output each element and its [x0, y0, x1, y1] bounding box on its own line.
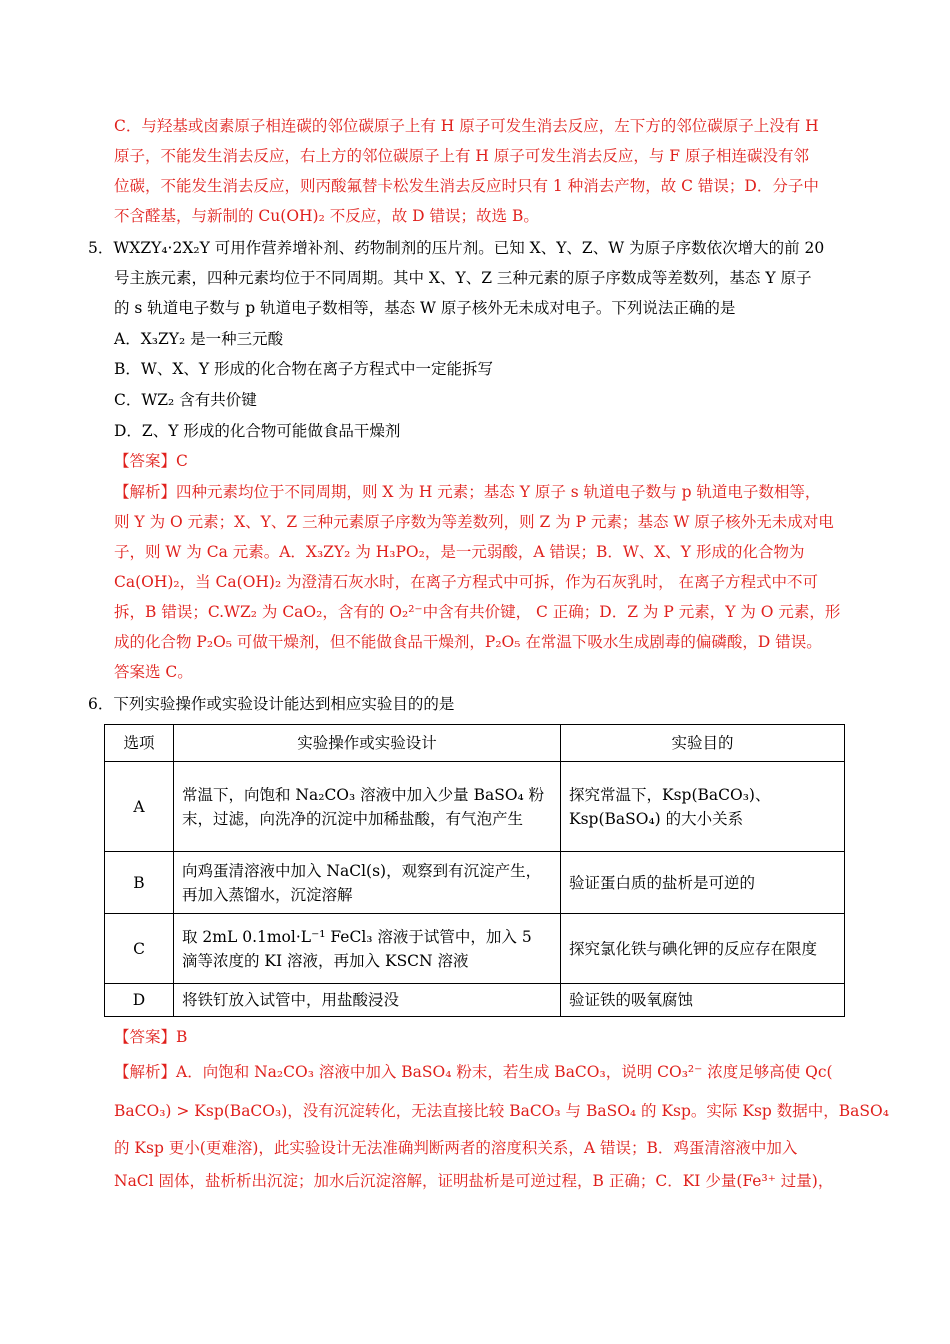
q5-analysis-line-7: 答案选 C。 — [114, 663, 193, 681]
q4-analysis-line-2: 原子，不能发生消去反应，右上方的邻位碳原子上有 H 原子可发生消去反应，与 F 原子相连碳没有邻 — [114, 147, 809, 165]
q5-analysis-line-2: 则 Y 为 O 元素；X、Y、Z 三种元素原子序数为等差数列，则 Z 为 P 元素；基态 W 原子核外无未成对电 — [114, 513, 834, 531]
q5-analysis-line-1: 【解析】四种元素均位于不同周期，则 X 为 H 元素；基态 Y 原子 s 轨道电子数与 p 轨道电子数相等， — [114, 483, 821, 501]
row-option: B — [105, 852, 174, 914]
q4-analysis-line-4: 不含醛基，与新制的 Cu(OH)₂ 不反应，故 D 错误；故选 B。 — [114, 207, 539, 225]
q5-analysis-line-6: 成的化合物 P₂O₅ 可做干燥剂，但不能做食品干燥剂，P₂O₅ 在常温下吸水生成剧毒的偏磷酸，D 错误。 — [114, 633, 822, 651]
table-row — [105, 762, 845, 852]
q5-answer: 【答案】C — [114, 452, 188, 470]
q6-analysis-line-2: BaCO₃) > Ksp(BaCO₃)，没有沉淀转化，无法直接比较 BaCO₃ 与 BaSO₄ 的 Ksp。实际 Ksp 数据中，BaSO₄ — [114, 1102, 889, 1120]
q5-stem-line-3: 的 s 轨道电子数与 p 轨道电子数相等，基态 W 原子核外无未成对电子。下列说法正确的是 — [114, 299, 736, 317]
q6-analysis-line-4: NaCl 固体，盐析析出沉淀；加水后沉淀溶解，证明盐析是可逆过程，B 正确；C．KI 少量(Fe³⁺ 过量)， — [114, 1172, 834, 1190]
q5-analysis-line-5: 拆，B 错误；C.WZ₂ 为 CaO₂，含有的 O₂²⁻中含有共价键， C 正确；D．Z 为 P 元素，Y 为 O 元素，形 — [114, 603, 841, 621]
header-operation: 实验操作或实验设计 — [174, 725, 561, 762]
experiment-table — [104, 724, 845, 1017]
q5-option-d: D．Z、Y 形成的化合物可能做食品干燥剂 — [114, 422, 401, 440]
q6-analysis-line-1: 【解析】A．向饱和 Na₂CO₃ 溶液中加入 BaSO₄ 粉末，若生成 BaCO₃，说明 CO₃²⁻ 浓度足够高使 Qc( — [114, 1063, 833, 1081]
row-operation: 常温下，向饱和 Na₂CO₃ 溶液中加入少量 BaSO₄ 粉末，过滤，向洗净的沉淀中加稀盐酸，有气泡产生 — [174, 762, 561, 852]
header-purpose: 实验目的 — [561, 725, 845, 762]
row-operation: 将铁钉放入试管中，用盐酸浸没 — [174, 984, 561, 1017]
q5-analysis-line-3: 子，则 W 为 Ca 元素。A．X₃ZY₂ 为 H₃PO₂，是一元弱酸，A 错误；B．W、X、Y 形成的化合物为 — [114, 543, 805, 561]
row-operation: 向鸡蛋清溶液中加入 NaCl(s)，观察到有沉淀产生，再加入蒸馏水，沉淀溶解 — [174, 852, 561, 914]
q6-analysis-line-3: 的 Ksp 更小(更难溶)，此实验设计无法准确判断两者的溶度积关系，A 错误；B．鸡蛋清溶液中加入 — [114, 1139, 798, 1157]
q4-analysis-line-3: 位碳，不能发生消去反应，则丙酸氟替卡松发生消去反应时只有 1 种消去产物，故 C 错误；D．分子中 — [114, 177, 819, 195]
q5-analysis-line-4: Ca(OH)₂，当 Ca(OH)₂ 为澄清石灰水时，在离子方程式中可拆，作为石灰乳时， 在离子方程式中不可 — [114, 573, 819, 591]
q5-option-c: C．WZ₂ 含有共价键 — [114, 391, 257, 409]
header-option: 选项 — [105, 725, 174, 762]
q6-answer: 【答案】B — [114, 1028, 188, 1046]
row-purpose: 探究常温下，Ksp(BaCO₃)、Ksp(BaSO₄) 的大小关系 — [561, 762, 845, 852]
row-option: C — [105, 914, 174, 984]
q5-option-a: A．X₃ZY₂ 是一种三元酸 — [114, 330, 284, 348]
q5-stem-line-2: 号主族元素，四种元素均位于不同周期。其中 X、Y、Z 三种元素的原子序数成等差数列，基态 Y 原子 — [114, 269, 812, 287]
q5-option-b: B．W、X、Y 形成的化合物在离子方程式中一定能拆写 — [114, 360, 494, 378]
table-row — [105, 914, 845, 984]
row-operation: 取 2mL 0.1mol·L⁻¹ FeCl₃ 溶液于试管中，加入 5 滴等浓度的 KI 溶液，再加入 KSCN 溶液 — [174, 914, 561, 984]
row-purpose: 验证铁的吸氧腐蚀 — [561, 984, 845, 1017]
q5-stem-line-1: 5．WXZY₄·2X₂Y 可用作营养增补剂、药物制剂的压片剂。已知 X、Y、Z、W 为原子序数依次增大的前 20 — [88, 239, 825, 257]
table-row — [105, 852, 845, 914]
row-option: D — [105, 984, 174, 1017]
table-header-row — [105, 725, 845, 762]
row-option: A — [105, 762, 174, 852]
row-purpose: 验证蛋白质的盐析是可逆的 — [561, 852, 845, 914]
table-row — [105, 984, 845, 1017]
row-purpose: 探究氯化铁与碘化钾的反应存在限度 — [561, 914, 845, 984]
q4-analysis-line-1: C．与羟基或卤素原子相连碳的邻位碳原子上有 H 原子可发生消去反应，左下方的邻位碳原子上没有 H — [114, 117, 819, 135]
q6-stem: 6．下列实验操作或实验设计能达到相应实验目的的是 — [88, 695, 455, 713]
